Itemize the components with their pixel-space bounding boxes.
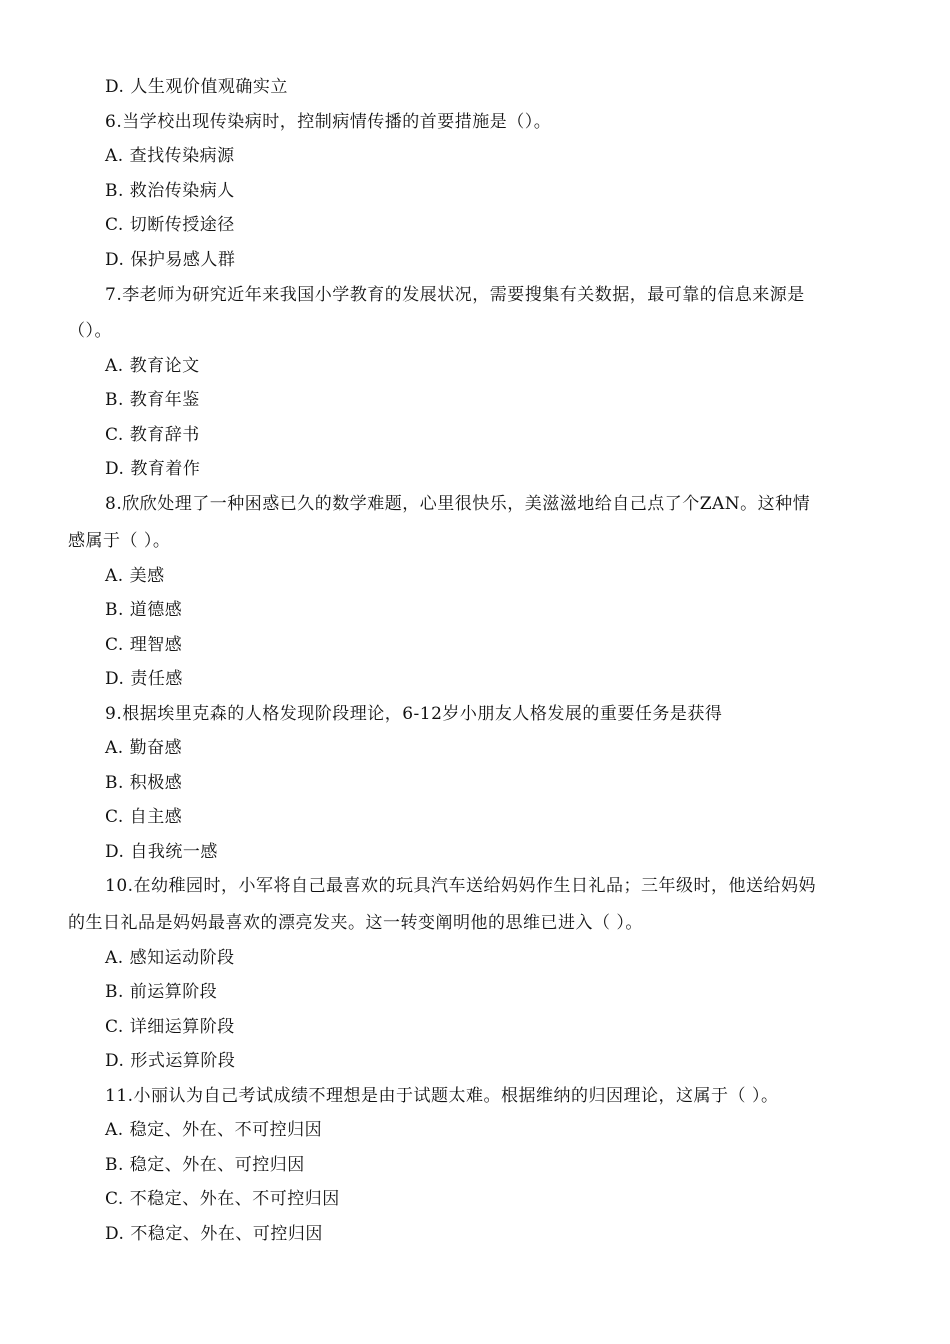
option-line: C. 不稳定、外在、不可控归因 — [105, 1189, 340, 1209]
option-line: D. 形式运算阶段 — [105, 1051, 236, 1071]
question-line: 8.欣欣处理了一种困惑已久的数学难题，心里很快乐，美滋滋地给自己点了个ZAN。这种情 — [105, 494, 811, 514]
option-line: A. 勤奋感 — [105, 738, 183, 758]
option-line: C. 自主感 — [105, 807, 183, 827]
option-line: B. 道德感 — [105, 600, 183, 620]
option-line: C. 切断传授途径 — [105, 215, 235, 235]
option-line: D. 不稳定、外在、可控归因 — [105, 1224, 323, 1244]
option-line: B. 积极感 — [105, 773, 183, 793]
option-line: D. 责任感 — [105, 669, 183, 689]
option-line: C. 理智感 — [105, 635, 183, 655]
option-line: A. 教育论文 — [105, 356, 200, 376]
option-line: D. 自我统一感 — [105, 842, 218, 862]
option-line: D. 教育着作 — [105, 459, 201, 479]
option-line: D. 保护易感人群 — [105, 250, 236, 270]
option-line: B. 救治传染病人 — [105, 181, 235, 201]
option-line: D. 人生观价值观确实立 — [105, 77, 288, 97]
question-line: 9.根据埃里克森的人格发现阶段理论，6-12岁小朋友人格发展的重要任务是获得 — [105, 704, 723, 724]
option-line: B. 教育年鉴 — [105, 390, 200, 410]
option-line: A. 感知运动阶段 — [105, 948, 235, 968]
question-line: 10.在幼稚园时，小军将自己最喜欢的玩具汽车送给妈妈作生日礼品；三年级时，他送给妈妈 — [105, 876, 817, 896]
question-continuation: （）。 — [68, 321, 112, 341]
question-line: 7.李老师为研究近年来我国小学教育的发展状况，需要搜集有关数据，最可靠的信息来源是 — [105, 285, 805, 305]
option-line: A. 查找传染病源 — [105, 146, 235, 166]
question-continuation: 的生日礼品是妈妈最喜欢的漂亮发夹。这一转变阐明他的思维已进入（ ）。 — [68, 913, 643, 933]
question-continuation: 感属于（ ）。 — [68, 531, 171, 551]
option-line: C. 详细运算阶段 — [105, 1017, 235, 1037]
option-line: B. 前运算阶段 — [105, 982, 218, 1002]
question-line: 6.当学校出现传染病时，控制病情传播的首要措施是（）。 — [105, 112, 552, 132]
question-line: 11.小丽认为自己考试成绩不理想是由于试题太难。根据维纳的归因理论，这属于（ ）。 — [105, 1086, 779, 1106]
option-line: B. 稳定、外在、可控归因 — [105, 1155, 305, 1175]
option-line: C. 教育辞书 — [105, 425, 200, 445]
option-line: A. 稳定、外在、不可控归因 — [105, 1120, 323, 1140]
option-line: A. 美感 — [105, 566, 165, 586]
